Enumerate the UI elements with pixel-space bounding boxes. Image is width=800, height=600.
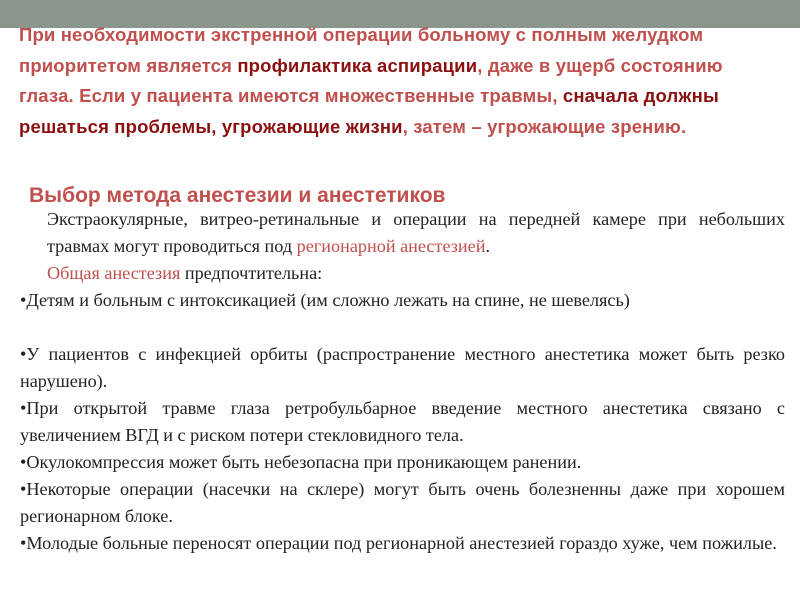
section-heading: Выбор метода анестезии и анестетиков (29, 184, 446, 207)
intro-paragraph (19, 20, 779, 142)
intro-text-1: При необходимости экстренной операции больному с полным желудком приоритетом является (19, 24, 704, 76)
intro-text-3: , затем – угрожающие зрению. (402, 115, 687, 137)
paragraph-general-text: предпочтительна: (180, 263, 323, 283)
bullet-item: •Детям и больным с интоксикацией (им сложно лежать на спине, не шевелясь) (20, 290, 630, 310)
paragraph-regional-text: Экстраокулярные, витрео-ретинальные и операции на передней камере при небольших травмах могут проводиться под (47, 209, 785, 256)
intro-emphasis-aspiration: профилактика аспирации (237, 54, 478, 76)
paragraph-regional (20, 206, 785, 260)
general-anesthesia-highlight: Общая анестезия (47, 263, 181, 283)
intro-emphasis-life-threat: сначала должны решаться проблемы, угрожающие жизни (19, 85, 719, 137)
bullet-item: •Некоторые операции (насечки на склере) могут быть очень болезненны даже при хорошем регионарном блоке. (20, 479, 785, 526)
bullet-item: •При открытой травме глаза ретробульбарное введение местного анестетика связано с увеличением ВГД и с риском потери стекловидного тела. (20, 398, 785, 445)
paragraph-general (20, 260, 785, 287)
bullet-item: •Окулокомпрессия может быть небезопасна при проникающем ранении. (20, 452, 582, 472)
intro-text-2: , даже в ущерб состоянию глаза. Если у пациента имеются множественные травмы, (19, 54, 723, 106)
bullet-item: •У пациентов с инфекцией орбиты (распространение местного анестетика может быть резко нарушено). (20, 344, 785, 391)
regional-anesthesia-highlight: регионарной анестезией (296, 236, 486, 256)
bullet-item: •Молодые больные переносят операции под регионарной анестезией гораздо хуже, чем пожилые. (20, 533, 777, 553)
content-body (20, 206, 785, 584)
paragraph-regional-end: . (485, 236, 491, 256)
